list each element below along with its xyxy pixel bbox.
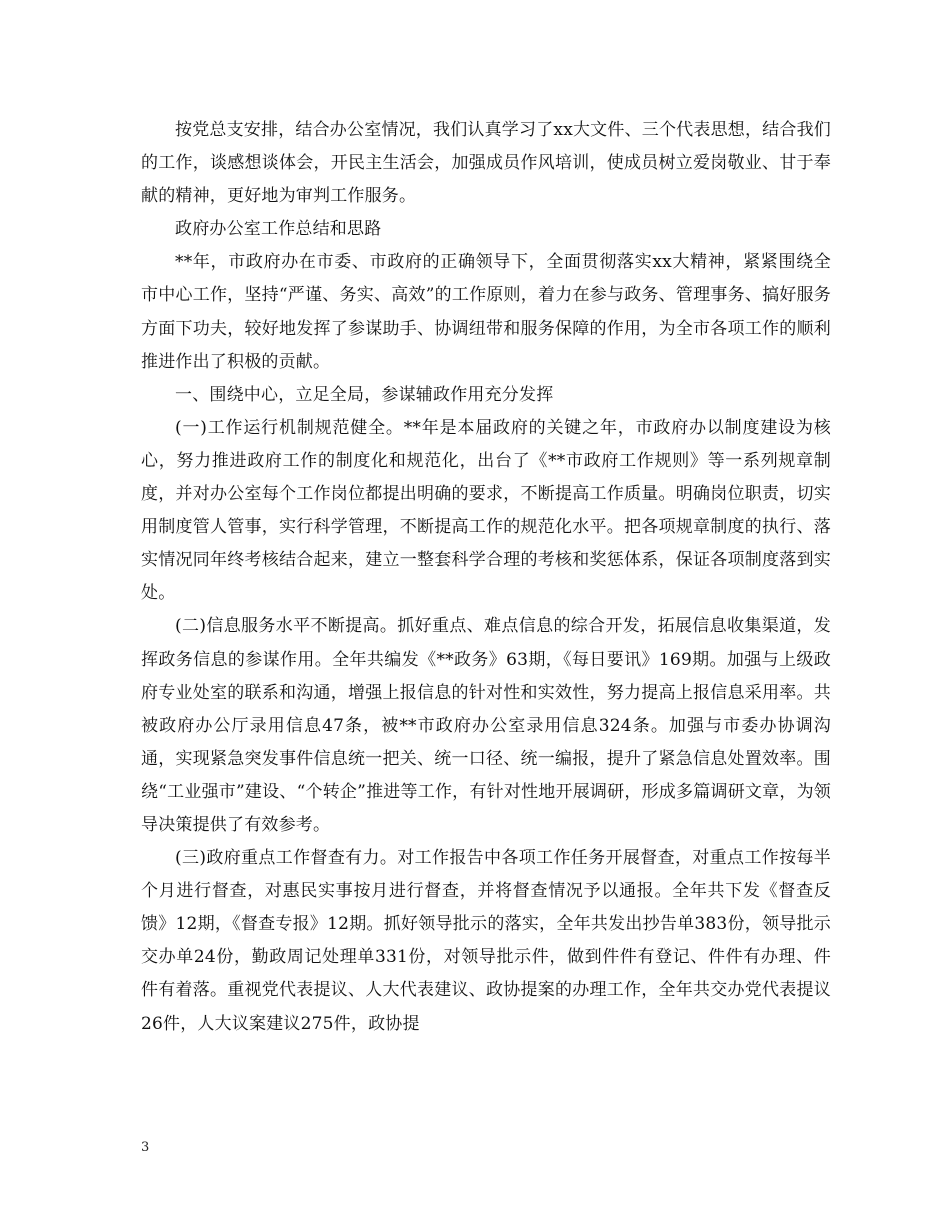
heading-part-one: 一、围绕中心，立足全局，参谋辅政作用充分发挥 xyxy=(175,384,554,405)
paragraph-item-1: (一)工作运行机制规范健全。**年是本届政府的关键之年，市政府办以制度建设为核心，努力推进政府工作的制度化和规范化，出台了《**市政府工作规则》等一系列规章制度，并对办公室每个工作岗位都提出明确的要求，不断提高工作质量。明确岗位职责，切实用制度管人管事，实行科学管理，不断提高工作的规范化水平。把各项规章制度的执行、落实情况同年终考核结合起来，建立一整套科学合理的考核和奖惩体系，保证各项制度落到实处。 xyxy=(141,417,831,604)
page-number: 3 xyxy=(141,1140,150,1155)
paragraph-1: 按党总支安排，结合办公室情况，我们认真学习了xx大文件、三个代表思想，结合我们的工作，谈感想谈体会，开民主生活会，加强成员作风培训，使成员树立爱岗敬业、甘于奉献的精神，更好地为审判工作服务。 xyxy=(141,120,831,207)
paragraph-item-3: (三)政府重点工作督查有力。对工作报告中各项工作任务开展督查，对重点工作按每半个月进行督查，对惠民实事按月进行督查，并将督查情况予以通报。全年共下发《督查反馈》12期，《督查专报》12期。抓好领导批示的落实，全年共发出抄告单383份，领导批示交办单24份，勤政周记处理单331份，对领导批示件，做到件件有登记、件件有办理、件件有着落。重视党代表提议、人大代表建议、政协提案的办理工作，全年共交办党代表提议26件，人大议案建议275件，政协提 xyxy=(141,848,831,1034)
section-title: 政府办公室工作总结和思路 xyxy=(175,219,382,240)
paragraph-intro: **年，市政府办在市委、市政府的正确领导下，全面贯彻落实xx大精神，紧紧围绕全市中心工作，坚持“严谨、务实、高效”的工作原则，着力在参与政务、管理事务、搞好服务方面下功夫，较好地发挥了参谋助手、协调纽带和服务保障的作用，为全市各项工作的顺利推进作出了积极的贡献。 xyxy=(141,252,831,372)
document-body xyxy=(141,114,831,1041)
paragraph-item-2: (二)信息服务水平不断提高。抓好重点、难点信息的综合开发，拓展信息收集渠道，发挥政务信息的参谋作用。全年共编发《**政务》63期，《每日要讯》169期。加强与上级政府专业处室的联系和沟通，增强上报信息的针对性和实效性，努力提高上报信息采用率。共被政府办公厅录用信息47条，被**市政府办公室录用信息324条。加强与市委办协调沟通，实现紧急突发事件信息统一把关、统一口径、统一编报，提升了紧急信息处置效率。围绕“工业强市”建设、“个转企”推进等工作，有针对性地开展调研，形成多篇调研文章，为领导决策提供了有效参考。 xyxy=(141,616,831,835)
